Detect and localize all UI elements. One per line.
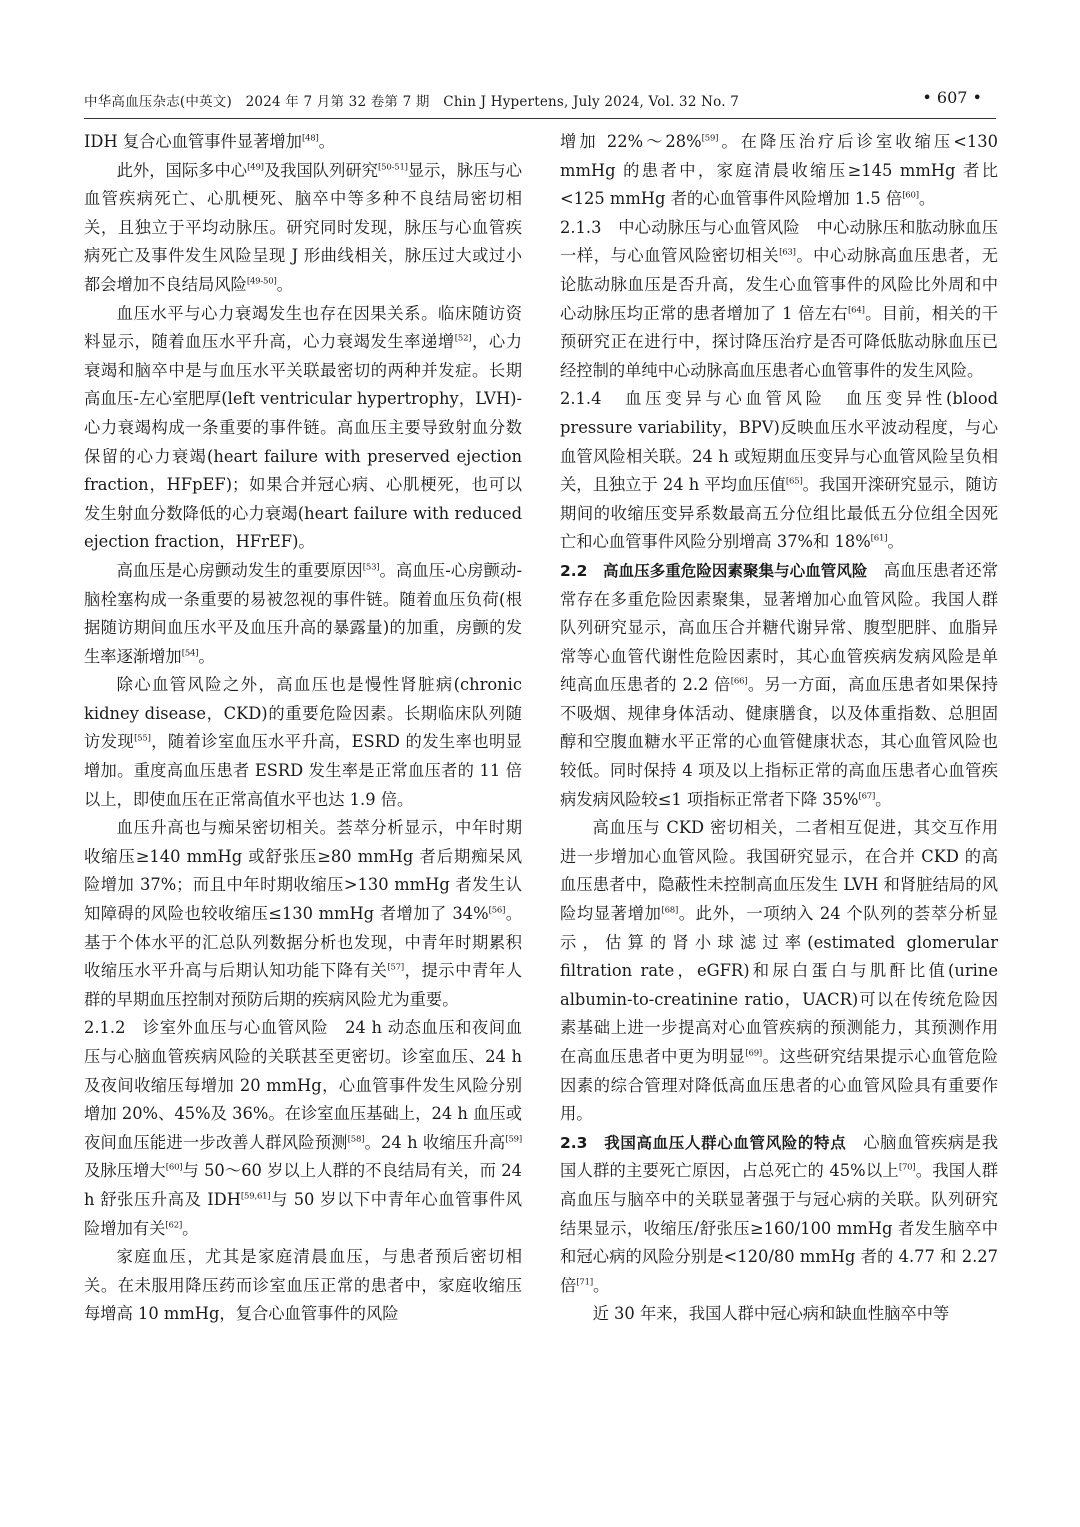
- journal-name-en: Chin J Hypertens, July 2024, Vol. 32 No. 7: [443, 94, 739, 110]
- paragraph: [560, 814, 998, 1129]
- text-run: 与 50 岁以下中青年心血管事件风险增加有关: [84, 1189, 522, 1238]
- text-run: 。高血压-心房颤动-脑栓塞构成一条重要的易被忽视的事件链。随着血压负荷(根据随访期间血压水平及血压升高的暴露量)的加重，房颤的发生率逐渐增加: [84, 560, 522, 666]
- paragraph: [560, 214, 998, 386]
- text-run: 2.1.4 血压变异与心血管风险 血压变异性(blood pressure variability，BPV)反映血压水平波动程度，与心血管风险相关联。24 h 或短期血压变异与心血管风险呈负相关，且独立于 24 h 平均血压值: [560, 389, 998, 495]
- citation-ref: [55]: [134, 734, 151, 745]
- citation-ref: [70]: [898, 1162, 916, 1173]
- paragraph: [84, 671, 522, 814]
- text-run: 2.1.2 诊室外血压与心血管风险 24 h 动态血压和夜间血压与心脑血管疾病风险的关联甚至更密切。诊室血压、24 h 及夜间收缩压每增加 20 mmHg，心血管事件发生风险分别增加 20%、45%及 36%。在诊室血压基础上，24 h 血压或夜间血压能进一步改善人群风险预测: [84, 1018, 522, 1152]
- text-run: 。24 h 收缩压升高: [364, 1132, 506, 1152]
- paragraph: [84, 814, 522, 1014]
- citation-ref: [49]: [247, 162, 264, 173]
- paragraph: [84, 1243, 522, 1329]
- text-run: 。: [182, 1218, 199, 1238]
- section-heading: 2.3 我国高血压人群心血管风险的特点: [560, 1133, 847, 1152]
- left-column: [84, 128, 522, 1329]
- citation-ref: [60]: [902, 190, 919, 201]
- text-run: 。: [198, 646, 215, 666]
- citation-ref: [59,61]: [240, 1191, 271, 1202]
- text-run: 及我国队列研究: [263, 160, 379, 180]
- citation-ref: [57]: [387, 962, 405, 973]
- paragraph: [560, 385, 998, 557]
- text-run: 。中心动脉高血压患者，无论肱动脉血压是否升高，发生心血管事件的风险比外周和中心动脉压均正常的患者增加了 1 倍左右: [560, 246, 998, 323]
- text-run: ，心力衰竭和脑卒中是与血压水平关联最密切的两种并发症。长期高血压-左心室肥厚(left ventricular hypertrophy，LVH)-心力衰竭构成一条重要的事件链。高血压主要导致射血分数保留的心力衰竭(heart failure with preserved ejection fraction，HFpEF)；如果合并冠心病、心肌梗死，也可以发生射血分数降低的心力衰竭(heart failure with reduced ejection fraction，HFrEF)。: [84, 332, 522, 552]
- text-run: 高血压与 CKD 密切相关，二者相互促进，其交互作用进一步增加心血管风险。我国研究显示，在合并 CKD 的高血压患者中，隐蔽性未控制高血压发生 LVH 和肾脏结局的风险均显著增加: [560, 818, 998, 924]
- text-run: 2.1.3 中心动脉压与心血管风险 中心动脉压和肱动脉血压一样，与心血管风险密切相关: [560, 217, 998, 266]
- paragraph: [560, 557, 998, 814]
- text-run: 。目前，相关的干预研究正在进行中，探讨降压治疗是否可降低肱动脉血压已经控制的单纯中心动脉高血压患者心血管事件的发生风险。: [560, 303, 998, 380]
- text-run: 。此外，一项纳入 24 个队列的荟萃分析显示，估算的肾小球滤过率(estimated glomerular filtration rate，eGFR)和尿白蛋白与肌酐比值(urine albumin-to-creatinine ratio，UACR)可以在传统危险因素基础上进一步提高对心血管疾病的预测能力，其预测作用在高血压患者中更为明显: [560, 904, 998, 1066]
- text-run: ，提示中青年人群的早期血压控制对预防后期的疾病风险尤为重要。: [84, 961, 522, 1009]
- text-run: 。: [276, 274, 293, 294]
- citation-ref: [53]: [362, 562, 380, 573]
- citation-ref: [58]: [347, 1134, 365, 1145]
- text-run: 。我国开滦研究显示，随访期间的收缩压变异系数最高五分位组比最低五分位组全因死亡和心血管事件风险分别增高 37%和 18%: [560, 475, 998, 552]
- paragraph: [84, 300, 522, 557]
- citation-ref: [63]: [779, 247, 796, 258]
- text-run: 。这些研究结果提示心血管危险因素的综合管理对降低高血压患者的心血管风险具有重要作用。: [560, 1047, 998, 1124]
- text-run: 心脑血管疾病是我国人群的主要死亡原因，占总死亡的 45%以上: [560, 1132, 998, 1181]
- citation-ref: [48]: [301, 133, 319, 144]
- paragraph: [560, 128, 998, 214]
- right-column: [560, 128, 998, 1329]
- citation-ref: [50-51]: [378, 162, 408, 173]
- text-run: 及脉压增大: [84, 1161, 166, 1181]
- citation-ref: [54]: [181, 648, 199, 659]
- text-run: 此外，国际多中心: [116, 160, 248, 180]
- text-run: 。: [887, 532, 904, 552]
- text-run: 。我国人群高血压与脑卒中的关联显著强于与冠心病的关联。队列研究结果显示，收缩压/舒张压≥160/100 mmHg 者发生脑卒中和冠心病的风险分别是<120/80 mmHg 者的 4.77 和 2.27 倍: [560, 1161, 998, 1295]
- issue-info: 2024 年 7 月第 32 卷第 7 期: [245, 94, 430, 110]
- text-run: ，随着诊室血压水平升高，ESRD 的发生率也明显增加。重度高血压患者 ESRD 发生率是正常血压者的 11 倍以上，即使血压在正常高值水平也达 1.9 倍。: [84, 732, 522, 809]
- text-run: 与 50～60 岁以上人群的不良结局有关，而 24 h 舒张压升高及 IDH: [84, 1161, 522, 1209]
- citation-ref: [62]: [165, 1220, 183, 1231]
- citation-ref: [59]: [505, 1134, 522, 1145]
- citation-ref: [66]: [730, 676, 748, 687]
- text-run: 。: [592, 1275, 610, 1295]
- text-run: 显示，脉压与心血管疾病死亡、心肌梗死、脑卒中等多种不良结局密切相关，且独立于平均动脉压。研究同时发现，脉压与心血管疾病死亡及事件发生风险呈现 J 形曲线相关，脉压过大或过小都会增加不良结局风险: [84, 160, 522, 294]
- text-run: 。: [918, 189, 936, 209]
- citation-ref: [64]: [848, 305, 865, 316]
- text-run: 高血压是心房颤动发生的重要原因: [116, 560, 363, 580]
- text-run: 。基于个体水平的汇总队列数据分析也发现，中青年时期累积收缩压水平升高与后期认知功能下降有关: [84, 904, 522, 981]
- citation-ref: [67]: [858, 791, 876, 802]
- text-run: 增加 22%～28%: [560, 132, 702, 151]
- journal-name: 中华高血压杂志(中英文): [84, 94, 232, 110]
- text-run: 高血压患者还常常存在多重危险因素聚集，显著增加心血管风险。我国人群队列研究显示，高血压合并糖代谢异常、腹型肥胖、血脂异常等心血管代谢性危险因素时，其心血管疾病发病风险是单纯高血压患者的 2.2 倍: [560, 560, 998, 695]
- citation-ref: [65]: [785, 476, 803, 487]
- citation-ref: [49-50]: [246, 276, 277, 287]
- paragraph: [560, 1300, 998, 1329]
- header-left: [84, 90, 739, 110]
- paragraph: [84, 1014, 522, 1243]
- section-heading: 2.2 高血压多重危险因素聚集与心血管风险: [560, 561, 868, 580]
- text-run: 除心血管风险之外，高血压也是慢性肾脏病(chronic kidney disease，CKD)的重要危险因素。长期临床队列随访发现: [84, 675, 522, 752]
- text-run: 。: [875, 789, 892, 809]
- text-run: 。在降压治疗后诊室收缩压<130 mmHg 的患者中，家庭清晨收缩压≥145 mmHg 者比<125 mmHg 者的心血管事件风险增加 1.5 倍: [560, 132, 998, 209]
- citation-ref: [56]: [488, 905, 506, 916]
- text-run: 血压升高也与痴呆密切相关。荟萃分析显示，中年时期收缩压≥140 mmHg 或舒张压≥80 mmHg 者后期痴呆风险增加 37%；而且中年时期收缩压>130 mmHg 者发生认知障碍的风险也较收缩压≤130 mmHg 者增加了 34%: [84, 818, 522, 924]
- citation-ref: [71]: [576, 1277, 593, 1288]
- citation-ref: [60]: [165, 1162, 183, 1173]
- paragraph: [560, 1129, 998, 1301]
- paragraph: [84, 557, 522, 671]
- text-run: 。另一方面，高血压患者如果保持不吸烟、规律身体活动、健康膳食，以及体重指数、总胆固醇和空腹血糖水平正常的心血管健康状态，其心血管风险也较低。同时保持 4 项及以上指标正常的高血压患者心血管疾病发病风险较≤1 项指标正常者下降 35%: [560, 675, 998, 809]
- text-run: 家庭血压，尤其是家庭清晨血压，与患者预后密切相关。在未服用降压药而诊室血压正常的患者中，家庭收缩压每增高 10 mmHg，复合心血管事件的风险: [84, 1247, 522, 1324]
- citation-ref: [69]: [745, 1048, 763, 1059]
- paragraph: [84, 128, 522, 157]
- text-run: 近 30 年来，我国人群中冠心病和缺血性脑卒中等: [592, 1304, 950, 1324]
- page-number: • 607 •: [922, 88, 982, 107]
- citation-ref: [61]: [870, 533, 888, 544]
- text-run: IDH 复合心血管事件显著增加: [84, 132, 302, 151]
- text-run: 血压水平与心力衰竭发生也存在因果关系。临床随访资料显示，随着血压水平升高，心力衰竭发生率递增: [84, 303, 522, 352]
- citation-ref: [52]: [454, 333, 472, 344]
- text-run: 。: [318, 132, 335, 151]
- paragraph: [84, 157, 522, 300]
- running-header: [84, 88, 996, 119]
- citation-ref: [68]: [661, 905, 679, 916]
- citation-ref: [59]: [701, 133, 719, 144]
